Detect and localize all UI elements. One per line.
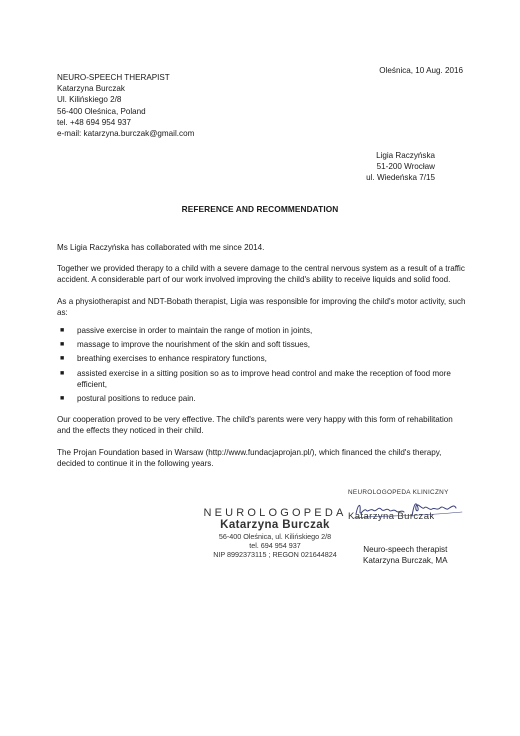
list-item (57, 393, 467, 404)
stamp-org: NEUROLOGOPEDA (203, 507, 347, 519)
body-paragraph: As a physiotherapist and NDT-Bobath therapist, Ligia was responsible for improving the child's motor activity, such as: (57, 296, 466, 317)
recipient-name: Ligia Raczyńska (376, 151, 435, 160)
sender-title: NEURO-SPEECH THERAPIST (57, 73, 170, 82)
list-item-text: assisted exercise in a sitting position so as to improve head control and make the reception of food more efficient, (77, 368, 451, 389)
letter-title: REFERENCE AND RECOMMENDATION (181, 204, 339, 214)
letter-date: Oleśnica, 10 Aug. 2016 (379, 66, 463, 75)
stamp-name: Katarzyna Burczak (220, 519, 330, 532)
stamp2-org: NEUROLOGOPEDA KLINICZNY (348, 489, 449, 496)
bullet-icon: ■ (60, 369, 65, 377)
sender-name: Katarzyna Burczak (57, 84, 125, 94)
bullet-icon: ■ (60, 395, 65, 403)
list-item-text: passive exercise in order to maintain the range of motion in joints, (77, 326, 313, 336)
list-item (57, 325, 467, 336)
closing-role: Neuro-speech therapist (363, 545, 448, 554)
body-paragraph: Together we provided therapy to a child with a severe damage to the central nervous system as a result of a traffic accident. A considerable part of our work involved improving the child's ability to receive liquids and solid food. (57, 264, 465, 285)
closing-signature-block (363, 544, 448, 566)
bullet-icon: ■ (60, 355, 65, 363)
sender-city: 56-400 Oleśnica, Poland (57, 106, 146, 116)
sender-phone: tel. +48 694 954 937 (57, 117, 132, 127)
sender-email: e-mail: katarzyna.burczak@gmail.com (57, 129, 195, 139)
stamp-phone: tel. 694 954 937 (249, 541, 301, 551)
sender-address (57, 72, 194, 139)
list-item (57, 339, 467, 350)
bullet-icon: ■ (60, 341, 65, 349)
body-paragraph: Our cooperation proved to be very effective. The child's parents were very happy with this form of rehabilitation and the effects they noticed in their child. (57, 415, 453, 436)
list-item (57, 368, 467, 390)
recipient-street: ul. Wiedeńska 7/15 (366, 173, 435, 183)
recipient-address (366, 150, 435, 184)
body-paragraph: The Projan Foundation based in Warsaw (http://www.fundacjaprojan.pl/), which financed the child's therapy, decided to continue it in the following years. (57, 447, 442, 468)
handwritten-signature (352, 496, 472, 522)
stamp-registry: NIP 8992373115 ; REGON 021644824 (213, 550, 337, 560)
list-item-text: breathing exercises to enhance respiratory functions, (77, 354, 267, 364)
stamp-address: 56-400 Oleśnica, ul. Kilińskiego 2/8 (218, 532, 332, 542)
list-item-text: massage to improve the nourishment of the skin and soft tissues, (77, 340, 311, 350)
activity-list (57, 325, 467, 404)
recipient-city: 51-200 Wrocław (376, 162, 435, 172)
bullet-icon: ■ (60, 327, 65, 335)
list-item (57, 353, 467, 364)
letter-body (57, 242, 467, 479)
stamp2-name: Katarzyna Burczak (348, 511, 435, 523)
sender-street: Ul. Kilińskiego 2/8 (57, 95, 122, 105)
closing-name: Katarzyna Burczak, MA (363, 556, 448, 566)
list-item-text: postural positions to reduce pain. (77, 394, 196, 404)
body-paragraph: Ms Ligia Raczyńska has collaborated with me since 2014. (57, 243, 265, 252)
